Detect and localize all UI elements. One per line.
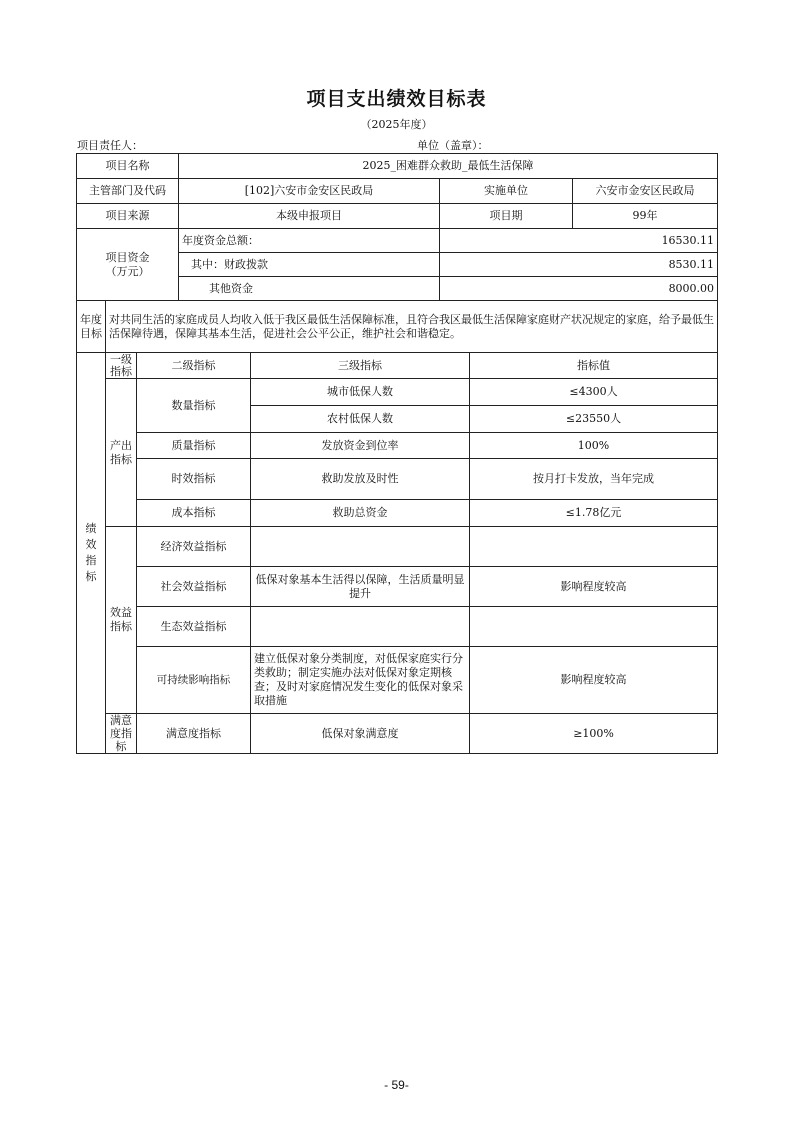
- period-label: 项目期: [440, 204, 573, 229]
- perf-char: 标: [85, 570, 97, 583]
- performance-target-table: [76, 153, 718, 754]
- perf-char: 指: [85, 554, 97, 567]
- cost-indicator-label: 成本指标: [137, 500, 251, 527]
- table-cell: 100%: [470, 433, 718, 459]
- unit-stamp-label: 单位（盖章）：: [417, 139, 489, 152]
- table-cell: 救助总资金: [251, 500, 470, 527]
- total-funds-label: 年度资金总额：: [179, 229, 440, 253]
- impl-label: 实施单位: [440, 179, 573, 204]
- funds-label: [77, 229, 179, 301]
- funds-label-line2: （万元）: [105, 264, 150, 278]
- table-cell: 低保对象满意度: [251, 714, 470, 754]
- fiscal-funds-value: 8530.11: [440, 253, 718, 277]
- table-cell: 农村低保人数: [251, 406, 470, 433]
- page-number: - 59-: [384, 1078, 409, 1092]
- table-cell: ≥100%: [470, 714, 718, 754]
- output-indicators-label: 产出指标: [106, 379, 137, 527]
- table-cell: 影响程度较高: [470, 567, 718, 607]
- annual-goal-text: 对共同生活的家庭成员人均收入低于我区最低生活保障标准，且符合我区最低生活保障家庭财产状况规定的家庭，给予最低生活保障待遇，保障其基本生活，促进社会公平公正，维护社会和谐稳定。: [106, 301, 718, 353]
- table-cell: [251, 607, 470, 647]
- table-cell: 救助发放及时性: [251, 459, 470, 500]
- other-funds-value: 8000.00: [440, 277, 718, 301]
- source-value: 本级申报项目: [179, 204, 440, 229]
- header-value: 指标值: [470, 353, 718, 379]
- table-cell: 影响程度较高: [470, 647, 718, 714]
- table-cell: ≤23550人: [470, 406, 718, 433]
- eco-indicator-label: 生态效益指标: [137, 607, 251, 647]
- dept-label: 主管部门及代码: [77, 179, 179, 204]
- header-level1: 一级指标: [106, 353, 137, 379]
- table-cell: 按月打卡发放，当年完成: [470, 459, 718, 500]
- header-level2: 二级指标: [137, 353, 251, 379]
- table-cell: 城市低保人数: [251, 379, 470, 406]
- period-value: 99年: [573, 204, 718, 229]
- table-cell: 建立低保对象分类制度，对低保家庭实行分类救助；制定实施办法对低保对象定期核查；及时对家庭情况发生变化的低保对象采取措施: [251, 647, 470, 714]
- fiscal-year: （2025年度）: [360, 118, 433, 131]
- dept-value: [102]六安市金安区民政局: [179, 179, 440, 204]
- table-cell: [470, 527, 718, 567]
- total-funds-value: 16530.11: [440, 229, 718, 253]
- quality-indicator-label: 质量指标: [137, 433, 251, 459]
- fiscal-funds-label: 其中：财政拨款: [179, 253, 440, 277]
- other-funds-label: 其他资金: [179, 277, 440, 301]
- project-name-value: 2025_困难群众救助_最低生活保障: [179, 154, 718, 179]
- page-title: 项目支出绩效目标表: [306, 88, 487, 110]
- timeliness-indicator-label: 时效指标: [137, 459, 251, 500]
- performance-indicators-label: [77, 353, 106, 754]
- annual-goal-label-line1: 年度: [80, 312, 102, 326]
- annual-goal-label: [77, 301, 106, 353]
- perf-char: 绩: [85, 522, 97, 535]
- perf-char: 效: [85, 538, 97, 551]
- table-cell: [251, 527, 470, 567]
- table-cell: 低保对象基本生活得以保障，生活质量明显提升: [251, 567, 470, 607]
- header-level3: 三级指标: [251, 353, 470, 379]
- benefit-indicators-label: 效益指标: [106, 527, 137, 714]
- funds-label-line1: 项目资金: [105, 250, 150, 264]
- social-indicator-label: 社会效益指标: [137, 567, 251, 607]
- table-cell: [470, 607, 718, 647]
- source-label: 项目来源: [77, 204, 179, 229]
- satisfaction-level1-label: 满意度指标: [106, 714, 137, 754]
- project-name-label: 项目名称: [77, 154, 179, 179]
- quantity-indicator-label: 数量指标: [137, 379, 251, 433]
- satisfaction-indicator-label: 满意度指标: [137, 714, 251, 754]
- table-cell: 发放资金到位率: [251, 433, 470, 459]
- sustain-indicator-label: 可持续影响指标: [137, 647, 251, 714]
- annual-goal-label-line2: 目标: [80, 326, 102, 340]
- impl-value: 六安市金安区民政局: [573, 179, 718, 204]
- responsible-label: 项目责任人：: [77, 139, 143, 152]
- table-cell: ≤1.78亿元: [470, 500, 718, 527]
- econ-indicator-label: 经济效益指标: [137, 527, 251, 567]
- table-cell: ≤4300人: [470, 379, 718, 406]
